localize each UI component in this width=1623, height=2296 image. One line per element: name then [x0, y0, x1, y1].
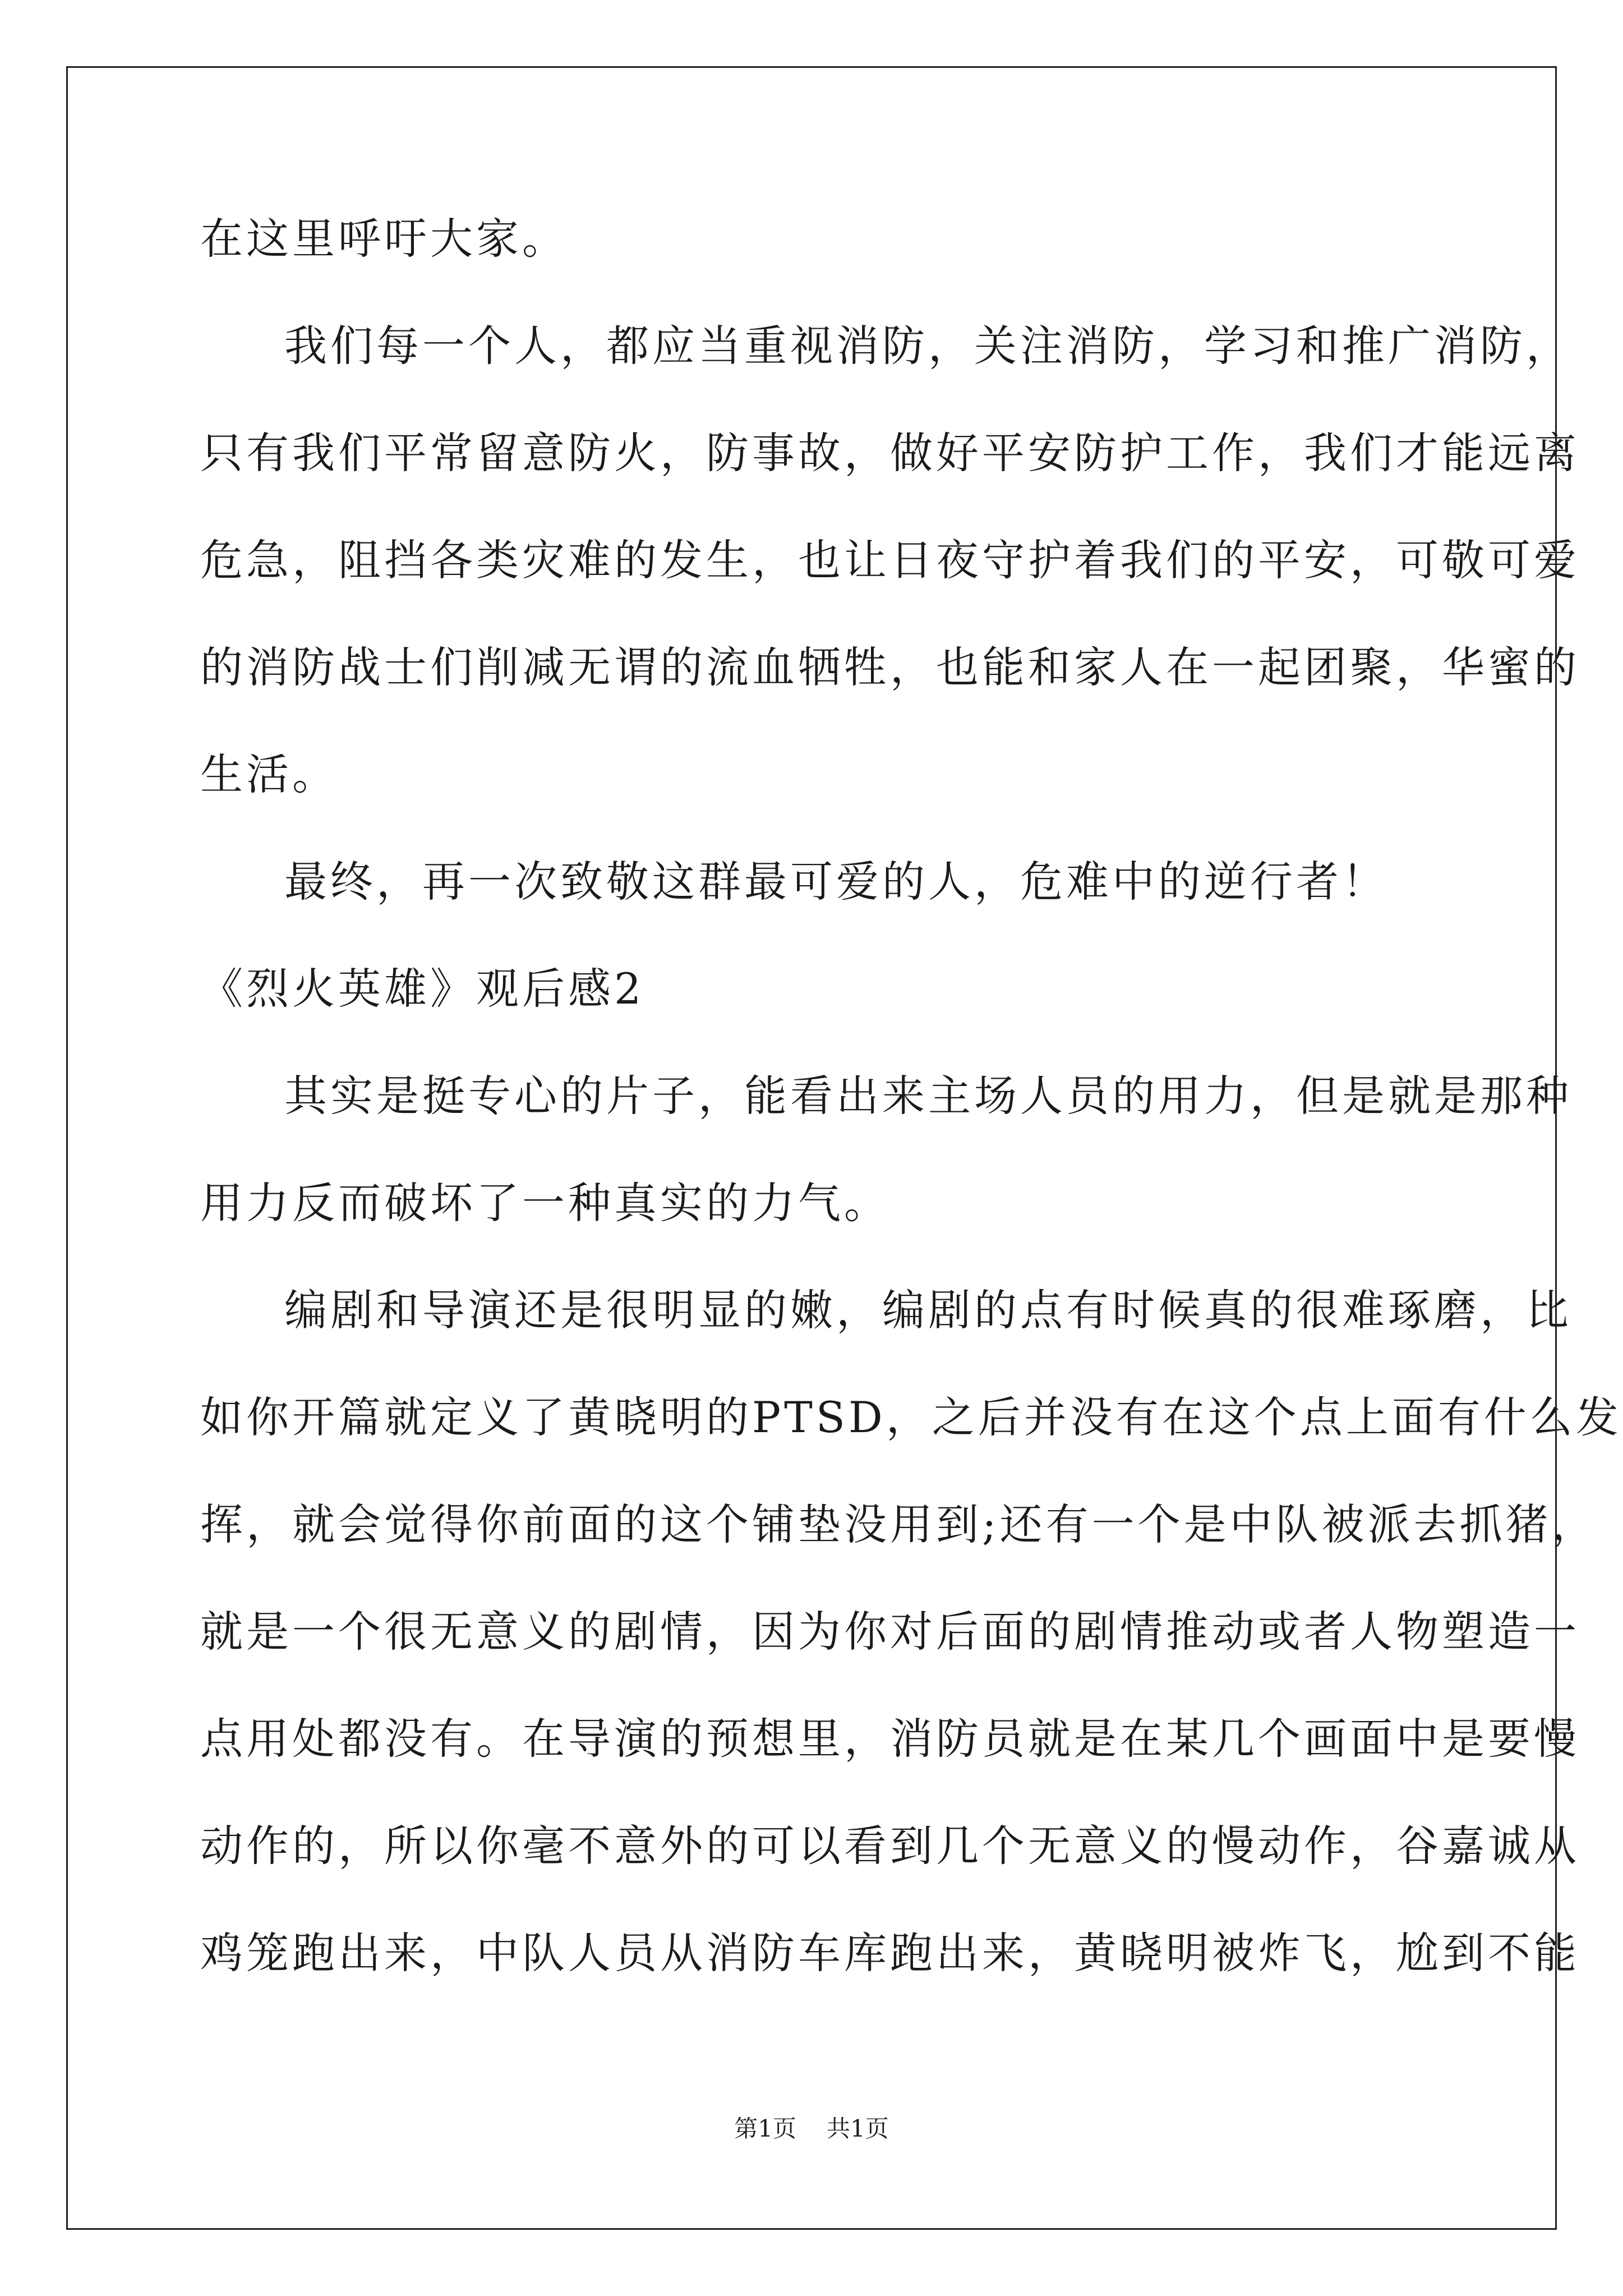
- text-line-12: 如你开篇就定义了黄晓明的PTSD，之后并没有在这个点上面有什么发: [200, 1392, 1622, 1442]
- text-line-13: 挥，就会觉得你前面的这个铺垫没用到;还有一个是中队被派去抓猪，: [200, 1499, 1598, 1549]
- text-line-3: 只有我们平常留意防火，防事故，做好平安防护工作，我们才能远离: [200, 428, 1580, 478]
- document-body: [200, 185, 1622, 2007]
- text-line-6: 生活。: [200, 749, 338, 799]
- text-line-2: 我们每一个人，都应当重视消防，关注消防，学习和推广消防，: [284, 321, 1572, 371]
- text-line-14: 就是一个很无意义的剧情，因为你对后面的剧情推动或者人物塑造一: [200, 1607, 1580, 1657]
- text-line-5: 的消防战士们削减无谓的流血牺牲，也能和家人在一起团聚，华蜜的: [200, 642, 1580, 692]
- text-line-9: 其实是挺专心的片子，能看出来主场人员的用力，但是就是那种: [284, 1071, 1572, 1121]
- text-line-7: 最终，再一次致敬这群最可爱的人，危难中的逆行者！: [284, 857, 1388, 907]
- page-footer: [0, 2112, 1623, 2146]
- text-line-1: 在这里呼吁大家。: [200, 214, 568, 264]
- text-line-17: 鸡笼跑出来，中队人员从消防车库跑出来，黄晓明被炸飞，尬到不能: [200, 1928, 1580, 1978]
- section-heading: 《烈火英雄》观后感2: [200, 964, 645, 1014]
- text-line-16: 动作的，所以你毫不意外的可以看到几个无意义的慢动作，谷嘉诚从: [200, 1821, 1580, 1871]
- text-line-15: 点用处都没有。在导演的预想里，消防员就是在某几个画面中是要慢: [200, 1714, 1580, 1764]
- text-line-11: 编剧和导演还是很明显的嫩，编剧的点有时候真的很难琢磨，比: [284, 1285, 1572, 1335]
- page-number: 第1页: [734, 2115, 796, 2142]
- page-total: 共1页: [827, 2115, 889, 2142]
- text-line-4: 危急，阻挡各类灾难的发生，也让日夜守护着我们的平安，可敬可爱: [200, 535, 1580, 585]
- text-line-10: 用力反而破坏了一种真实的力气。: [200, 1178, 890, 1228]
